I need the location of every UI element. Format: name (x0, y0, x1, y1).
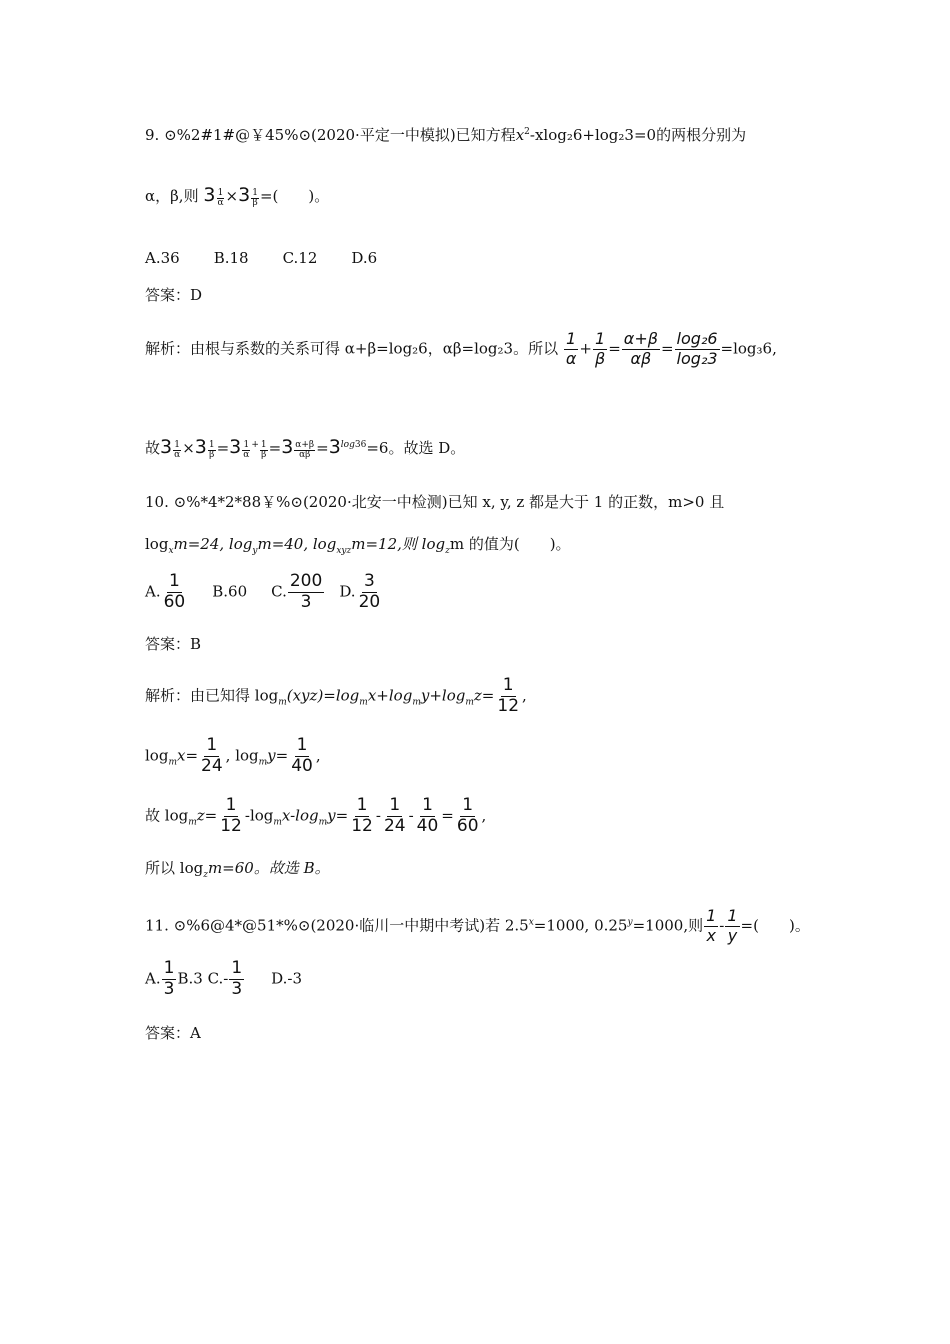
q9-answer: 答案：D (145, 286, 203, 304)
q9-line2-a: α，β,则 (145, 187, 199, 205)
q9-exp-frac-b: $\frac{1}{\beta}$ (252, 188, 258, 208)
q9-frac-4: $\frac{\text{log₂6}}{\text{log₂3}}$ (676, 329, 718, 368)
q10-stem-line1: 10. ⊙%*4*2*88￥%⊙(2020·北安一中检测)已知 x, y, z 都是大于 1 的正数，m>0 且 (145, 493, 725, 511)
q9-analysis-b: α+β=log₂6，αβ=log₂3。所以 (344, 339, 559, 358)
q9-stem-line1 (145, 128, 746, 143)
q9-conc-b: =6。故选 D。 (366, 439, 466, 457)
q9-analysis-c: =log₃6, (720, 339, 777, 358)
q9-base-3b: 3 (238, 184, 251, 206)
q10-conclusion: 所以 $\log_zm=60$。故选 B。 (145, 859, 330, 880)
q9-head: 9. ⊙%2#1#@￥45%⊙(2020·平定一中模拟)已知方程 (145, 126, 516, 144)
q9-line2-b: =( )。 (259, 187, 330, 205)
q9-option-b: B.18 (213, 249, 249, 267)
q9-analysis: 解析：由根与系数的关系可得 α+β=log₂6，αβ=log₂3。所以 $\frac{1}{\alpha}$ + $\frac{1}{\beta}$ = $\frac{\alpha+\beta}{\alpha\beta}$ = $\frac{\text{log₂6}}{\text{log₂3}}$ =log₃6, (145, 329, 777, 368)
q9-equation: -xlog₂6+log₂3=0 (529, 126, 657, 144)
q11-stem: 11. ⊙%6@4*@51*%⊙(2020·临川一中期中考试)若 $2.5^x=1000$, $0.25^y=1000$,则 $\frac{1}{x}$ - $\frac{1}{y}$ =( )。 (145, 906, 810, 945)
q9-option-a: A.36 (145, 249, 180, 267)
q11-options: A. $\frac{1}{3}$ B.3 C.- $\frac{1}{3}$ D.-3 (145, 958, 303, 999)
q9-frac-2: $\frac{1}{\beta}$ (595, 329, 606, 368)
q9-frac-3: $\frac{\alpha+\beta}{\alpha\beta}$ (623, 329, 658, 368)
q11-answer: 答案：A (145, 1024, 201, 1042)
q9-tail: 的两根分别为 (656, 126, 747, 144)
q9-analysis-a: 解析：由根与系数的关系可得 (145, 339, 341, 358)
q11-option-a: A. (145, 969, 161, 988)
q9-var-x: x (515, 126, 525, 144)
q9-conc-a: 故 (145, 439, 161, 457)
q9-frac-1: $\frac{1}{\alpha}$ (565, 329, 577, 368)
q10-option-c: C. (271, 582, 287, 601)
q10-analysis-2: $\log_mx=$ $\frac{1}{24}$ , $\log_my=$ $\frac{1}{40}$ , (145, 735, 321, 776)
q10-option-a: A. (145, 582, 161, 601)
q11-option-d: D.-3 (271, 969, 303, 988)
q9-option-d: D.6 (351, 249, 378, 267)
q10-options: A. $\frac{1}{60}$ B.60 C. $\frac{200}{3}$ D. $\frac{3}{20}$ (145, 571, 381, 612)
q10-answer: 答案：B (145, 635, 202, 653)
q11-option-b: B.3 (177, 969, 203, 988)
q9-base-3a: 3 (203, 184, 216, 206)
q10-stem-line2: $\log_xm=24$, $\log_ym=40$, $\log_{xyz}m=12$,则 $\log_zm$ 的值为( )。 (145, 535, 571, 556)
q10-analysis-1: 解析：由已知得 $\log_m(xyz)=\log_mx+\log_my+\log_mz=$ $\frac{1}{12}$ , (145, 675, 527, 716)
q9-option-c: C.12 (282, 249, 318, 267)
q10-option-d: D. (339, 582, 356, 601)
q9-stem-line2: α，β,则 3 $\frac{1}{\alpha}$ ×3 $\frac{1}{\beta}$ =( )。 (145, 184, 330, 208)
q10-analysis-3: 故 $\log_mz=$ $\frac{1}{12}$ $-\log_mx-\log_my=$ $\frac{1}{12}$ - $\frac{1}{24}$ - $\frac{1}{40}$ = $\frac{1}{60}$ , (145, 795, 487, 836)
q9-exp-frac-a: $\frac{1}{\alpha}$ (217, 188, 224, 208)
q9-exp: 2 (524, 127, 530, 137)
q9-conclusion: 故3 $\frac{1}{\alpha}$ ×3 $\frac{1}{\beta}$ =3 $\frac{1}{\alpha}$ + $\frac{1}{\beta}$ =3 $\frac{\alpha+\beta}{\alpha\beta}$ $=3^{log36}=6$。故选 D。 (145, 436, 466, 460)
q9-options (145, 251, 377, 266)
q10-option-b: B.60 (212, 582, 248, 601)
q11-option-c: C.- (207, 969, 229, 988)
